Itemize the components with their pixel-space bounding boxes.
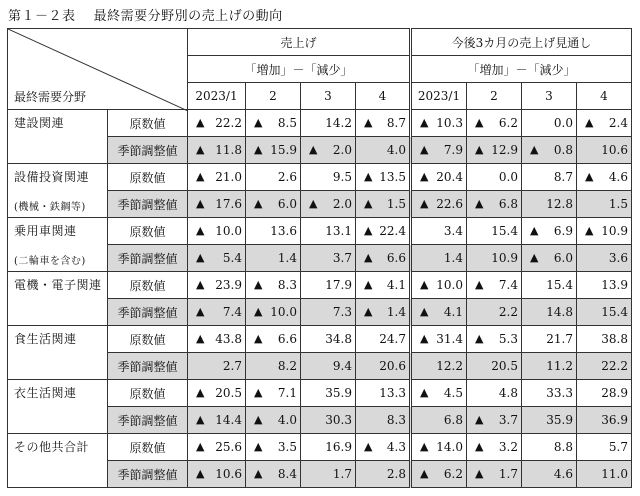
value-cell: ▲ 7.1 xyxy=(246,380,301,407)
category-name: 衣生活関連 xyxy=(14,386,77,400)
negative-marker: ▲ xyxy=(420,332,429,345)
value-cell: ▲ 25.6 xyxy=(188,434,246,461)
value-cell: 3.4 xyxy=(411,218,467,245)
value-cell: ▲ 7.4 xyxy=(188,299,246,326)
value-cell: ▲ 13.5 xyxy=(356,164,411,191)
value-cell: 1.7 xyxy=(301,461,356,488)
value-cell: 10.6 xyxy=(577,137,632,164)
table-row xyxy=(8,164,632,191)
value-cell: 1.5 xyxy=(577,191,632,218)
negative-marker: ▲ xyxy=(309,143,318,156)
value-cell: ▲ 2.0 xyxy=(301,137,356,164)
value-cell: 15.4 xyxy=(522,272,577,299)
value-cell: 8.7 xyxy=(522,164,577,191)
negative-marker: ▲ xyxy=(364,440,373,453)
negative-marker: ▲ xyxy=(196,332,205,345)
value-cell: 3.6 xyxy=(577,245,632,272)
negative-marker: ▲ xyxy=(196,278,205,291)
value-cell: ▲ 10.9 xyxy=(577,218,632,245)
negative-marker: ▲ xyxy=(364,116,373,129)
value-cell: 20.5 xyxy=(467,353,522,380)
period-header: 4 xyxy=(577,83,632,110)
value-cell: 30.3 xyxy=(301,407,356,434)
category-cell xyxy=(8,218,108,272)
value-cell: 9.4 xyxy=(301,353,356,380)
value-cell: 8.2 xyxy=(246,353,301,380)
value-cell: 13.6 xyxy=(246,218,301,245)
value-cell: 14.2 xyxy=(301,110,356,137)
table-row xyxy=(8,326,632,353)
value-cell: ▲ 8.4 xyxy=(246,461,301,488)
period-header: 2 xyxy=(467,83,522,110)
value-cell: 28.9 xyxy=(577,380,632,407)
negative-marker: ▲ xyxy=(254,278,263,291)
negative-marker: ▲ xyxy=(309,197,318,210)
category-cell xyxy=(8,110,108,164)
value-cell: ▲ 22.6 xyxy=(411,191,467,218)
negative-marker: ▲ xyxy=(254,116,263,129)
value-cell: ▲ 8.7 xyxy=(356,110,411,137)
value-cell: ▲ 3.5 xyxy=(246,434,301,461)
row-kind-label: 原数値 xyxy=(108,380,188,407)
value-cell: 34.8 xyxy=(301,326,356,353)
row-kind-label: 季節調整値 xyxy=(108,461,188,488)
negative-marker: ▲ xyxy=(254,413,263,426)
row-kind-label: 原数値 xyxy=(108,434,188,461)
row-kind-label: 原数値 xyxy=(108,272,188,299)
negative-marker: ▲ xyxy=(475,332,484,345)
negative-marker: ▲ xyxy=(254,197,263,210)
value-cell: ▲ 4.1 xyxy=(356,272,411,299)
period-header: 2 xyxy=(246,83,301,110)
row-kind-label: 季節調整値 xyxy=(108,299,188,326)
value-cell: 12.8 xyxy=(522,191,577,218)
value-cell: 3.7 xyxy=(301,245,356,272)
negative-marker: ▲ xyxy=(196,386,205,399)
negative-marker: ▲ xyxy=(364,305,373,318)
value-cell: 14.8 xyxy=(522,299,577,326)
negative-marker: ▲ xyxy=(420,170,429,183)
negative-marker: ▲ xyxy=(475,197,484,210)
value-cell: ▲ 10.6 xyxy=(188,461,246,488)
value-cell: ▲ 6.6 xyxy=(246,326,301,353)
value-cell: ▲ 7.9 xyxy=(411,137,467,164)
negative-marker: ▲ xyxy=(196,116,205,129)
value-cell: ▲ 20.5 xyxy=(188,380,246,407)
row-kind-label: 原数値 xyxy=(108,326,188,353)
negative-marker: ▲ xyxy=(420,386,429,399)
negative-marker: ▲ xyxy=(196,467,205,480)
row-kind-label: 季節調整値 xyxy=(108,407,188,434)
value-cell: 36.9 xyxy=(577,407,632,434)
value-cell: 13.9 xyxy=(577,272,632,299)
value-cell: ▲ 7.4 xyxy=(467,272,522,299)
value-cell: ▲ 4.6 xyxy=(577,164,632,191)
value-cell: 4.6 xyxy=(522,461,577,488)
value-cell: 4.0 xyxy=(356,137,411,164)
value-cell: ▲ 4.0 xyxy=(246,407,301,434)
negative-marker: ▲ xyxy=(364,170,373,183)
value-cell: 15.4 xyxy=(577,299,632,326)
value-cell: 0.0 xyxy=(522,110,577,137)
row-kind-label: 季節調整値 xyxy=(108,353,188,380)
negative-marker: ▲ xyxy=(420,197,429,210)
value-cell: ▲ 8.5 xyxy=(246,110,301,137)
value-cell: 4.8 xyxy=(467,380,522,407)
value-cell: 1.4 xyxy=(411,245,467,272)
sales-trend-table xyxy=(7,28,632,488)
negative-marker: ▲ xyxy=(420,278,429,291)
negative-marker: ▲ xyxy=(585,116,594,129)
sales-sub-label: 「増加」－「減少」 xyxy=(188,56,411,83)
value-cell: ▲ 4.1 xyxy=(411,299,467,326)
value-cell: 11.2 xyxy=(522,353,577,380)
negative-marker: ▲ xyxy=(420,467,429,480)
value-cell: ▲ 31.4 xyxy=(411,326,467,353)
value-cell: ▲ 10.3 xyxy=(411,110,467,137)
category-name: 建設関連 xyxy=(14,116,65,130)
negative-marker: ▲ xyxy=(254,332,263,345)
category-note: (機械・鉄鋼等) xyxy=(14,202,86,213)
value-cell: ▲ 14.0 xyxy=(411,434,467,461)
value-cell: ▲ 4.5 xyxy=(411,380,467,407)
row-kind-label: 季節調整値 xyxy=(108,245,188,272)
value-cell: ▲ 11.8 xyxy=(188,137,246,164)
negative-marker: ▲ xyxy=(420,440,429,453)
category-name: 乗用車関連 xyxy=(14,224,77,238)
negative-marker: ▲ xyxy=(530,143,539,156)
value-cell: ▲ 22.2 xyxy=(188,110,246,137)
value-cell: 5.7 xyxy=(577,434,632,461)
value-cell: 17.9 xyxy=(301,272,356,299)
value-cell: 24.7 xyxy=(356,326,411,353)
value-cell: ▲ 8.3 xyxy=(246,272,301,299)
value-cell: 2.8 xyxy=(356,461,411,488)
category-cell xyxy=(8,272,108,326)
value-cell: 35.9 xyxy=(522,407,577,434)
value-cell: ▲ 3.2 xyxy=(467,434,522,461)
negative-marker: ▲ xyxy=(196,197,205,210)
negative-marker: ▲ xyxy=(420,116,429,129)
table-row xyxy=(8,380,632,407)
negative-marker: ▲ xyxy=(585,170,594,183)
value-cell: ▲ 10.0 xyxy=(411,272,467,299)
group-outlook-header: 今後3カ月の売上げ見通し xyxy=(411,29,632,56)
value-cell: 12.2 xyxy=(411,353,467,380)
value-cell: 1.4 xyxy=(246,245,301,272)
value-cell: 20.6 xyxy=(356,353,411,380)
stub-header xyxy=(8,29,188,110)
value-cell: ▲ 6.0 xyxy=(246,191,301,218)
value-cell: 8.8 xyxy=(522,434,577,461)
category-cell xyxy=(8,164,108,218)
category-cell xyxy=(8,380,108,434)
negative-marker: ▲ xyxy=(196,224,205,237)
table-row xyxy=(8,434,632,461)
negative-marker: ▲ xyxy=(420,143,429,156)
value-cell: ▲ 2.4 xyxy=(577,110,632,137)
category-name: 設備投資関連 xyxy=(14,170,90,184)
value-cell: ▲ 10.0 xyxy=(188,218,246,245)
value-cell: 0.0 xyxy=(467,164,522,191)
value-cell: 7.3 xyxy=(301,299,356,326)
value-cell: ▲ 12.9 xyxy=(467,137,522,164)
value-cell: ▲ 17.6 xyxy=(188,191,246,218)
value-cell: 2.7 xyxy=(188,353,246,380)
value-cell: ▲ 15.9 xyxy=(246,137,301,164)
value-cell: 22.2 xyxy=(577,353,632,380)
value-cell: ▲ 21.0 xyxy=(188,164,246,191)
negative-marker: ▲ xyxy=(254,143,263,156)
negative-marker: ▲ xyxy=(196,170,205,183)
value-cell: ▲ 6.8 xyxy=(467,191,522,218)
value-cell: ▲ 6.2 xyxy=(467,110,522,137)
value-cell: ▲ 10.0 xyxy=(246,299,301,326)
value-cell: 38.8 xyxy=(577,326,632,353)
negative-marker: ▲ xyxy=(254,440,263,453)
period-header: 3 xyxy=(522,83,577,110)
diagonal-line xyxy=(8,29,188,111)
value-cell: ▲ 3.7 xyxy=(467,407,522,434)
period-header: 4 xyxy=(356,83,411,110)
negative-marker: ▲ xyxy=(475,116,484,129)
value-cell: 21.7 xyxy=(522,326,577,353)
table-row xyxy=(8,218,632,245)
category-name: 食生活関連 xyxy=(14,332,77,346)
value-cell: ▲ 5.4 xyxy=(188,245,246,272)
value-cell: 16.9 xyxy=(301,434,356,461)
value-cell: 2.2 xyxy=(467,299,522,326)
row-kind-label: 季節調整値 xyxy=(108,191,188,218)
negative-marker: ▲ xyxy=(364,224,373,237)
value-cell: 11.0 xyxy=(577,461,632,488)
row-kind-label: 原数値 xyxy=(108,164,188,191)
negative-marker: ▲ xyxy=(475,278,484,291)
category-name: その他共合計 xyxy=(14,440,90,454)
negative-marker: ▲ xyxy=(585,224,594,237)
negative-marker: ▲ xyxy=(364,278,373,291)
category-cell xyxy=(8,326,108,380)
value-cell: 33.3 xyxy=(522,380,577,407)
negative-marker: ▲ xyxy=(475,440,484,453)
outlook-sub-label: 「増加」－「減少」 xyxy=(411,56,632,83)
value-cell: ▲ 20.4 xyxy=(411,164,467,191)
table-row xyxy=(8,272,632,299)
value-cell: 8.3 xyxy=(356,407,411,434)
negative-marker: ▲ xyxy=(475,413,484,426)
value-cell: ▲ 14.4 xyxy=(188,407,246,434)
period-header: 2023/1 xyxy=(188,83,246,110)
negative-marker: ▲ xyxy=(364,251,373,264)
negative-marker: ▲ xyxy=(475,467,484,480)
value-cell: ▲ 0.8 xyxy=(522,137,577,164)
value-cell: ▲ 22.4 xyxy=(356,218,411,245)
value-cell: 13.3 xyxy=(356,380,411,407)
row-kind-label: 季節調整値 xyxy=(108,137,188,164)
value-cell: ▲ 5.3 xyxy=(467,326,522,353)
value-cell: 15.4 xyxy=(467,218,522,245)
negative-marker: ▲ xyxy=(196,440,205,453)
stub-label: 最終需要分野 xyxy=(14,90,87,104)
negative-marker: ▲ xyxy=(196,251,205,264)
value-cell: 2.6 xyxy=(246,164,301,191)
value-cell: ▲ 2.0 xyxy=(301,191,356,218)
value-cell: ▲ 6.0 xyxy=(522,245,577,272)
value-cell: ▲ 1.5 xyxy=(356,191,411,218)
negative-marker: ▲ xyxy=(196,305,205,318)
period-header: 3 xyxy=(301,83,356,110)
value-cell: 13.1 xyxy=(301,218,356,245)
group-sales-header: 売上げ xyxy=(188,29,411,56)
negative-marker: ▲ xyxy=(254,386,263,399)
negative-marker: ▲ xyxy=(530,224,539,237)
negative-marker: ▲ xyxy=(420,305,429,318)
value-cell: ▲ 6.9 xyxy=(522,218,577,245)
category-name: 電機・電子関連 xyxy=(14,278,102,292)
period-header: 2023/1 xyxy=(411,83,467,110)
negative-marker: ▲ xyxy=(254,305,263,318)
category-note: (二輪車を含む) xyxy=(14,256,86,267)
value-cell: 6.8 xyxy=(411,407,467,434)
row-kind-label: 原数値 xyxy=(108,110,188,137)
negative-marker: ▲ xyxy=(364,197,373,210)
negative-marker: ▲ xyxy=(475,143,484,156)
negative-marker: ▲ xyxy=(196,413,205,426)
value-cell: 9.5 xyxy=(301,164,356,191)
negative-marker: ▲ xyxy=(196,143,205,156)
negative-marker: ▲ xyxy=(530,251,539,264)
value-cell: ▲ 6.6 xyxy=(356,245,411,272)
negative-marker: ▲ xyxy=(254,467,263,480)
value-cell: ▲ 1.7 xyxy=(467,461,522,488)
row-kind-label: 原数値 xyxy=(108,218,188,245)
value-cell: ▲ 4.3 xyxy=(356,434,411,461)
value-cell: ▲ 1.4 xyxy=(356,299,411,326)
value-cell: ▲ 43.8 xyxy=(188,326,246,353)
table-row xyxy=(8,110,632,137)
value-cell: ▲ 23.9 xyxy=(188,272,246,299)
table-title: 第１－２表 最終需要分野別の売上げの動向 xyxy=(8,9,283,24)
value-cell: 10.9 xyxy=(467,245,522,272)
category-cell xyxy=(8,434,108,488)
value-cell: 35.9 xyxy=(301,380,356,407)
value-cell: ▲ 6.2 xyxy=(411,461,467,488)
